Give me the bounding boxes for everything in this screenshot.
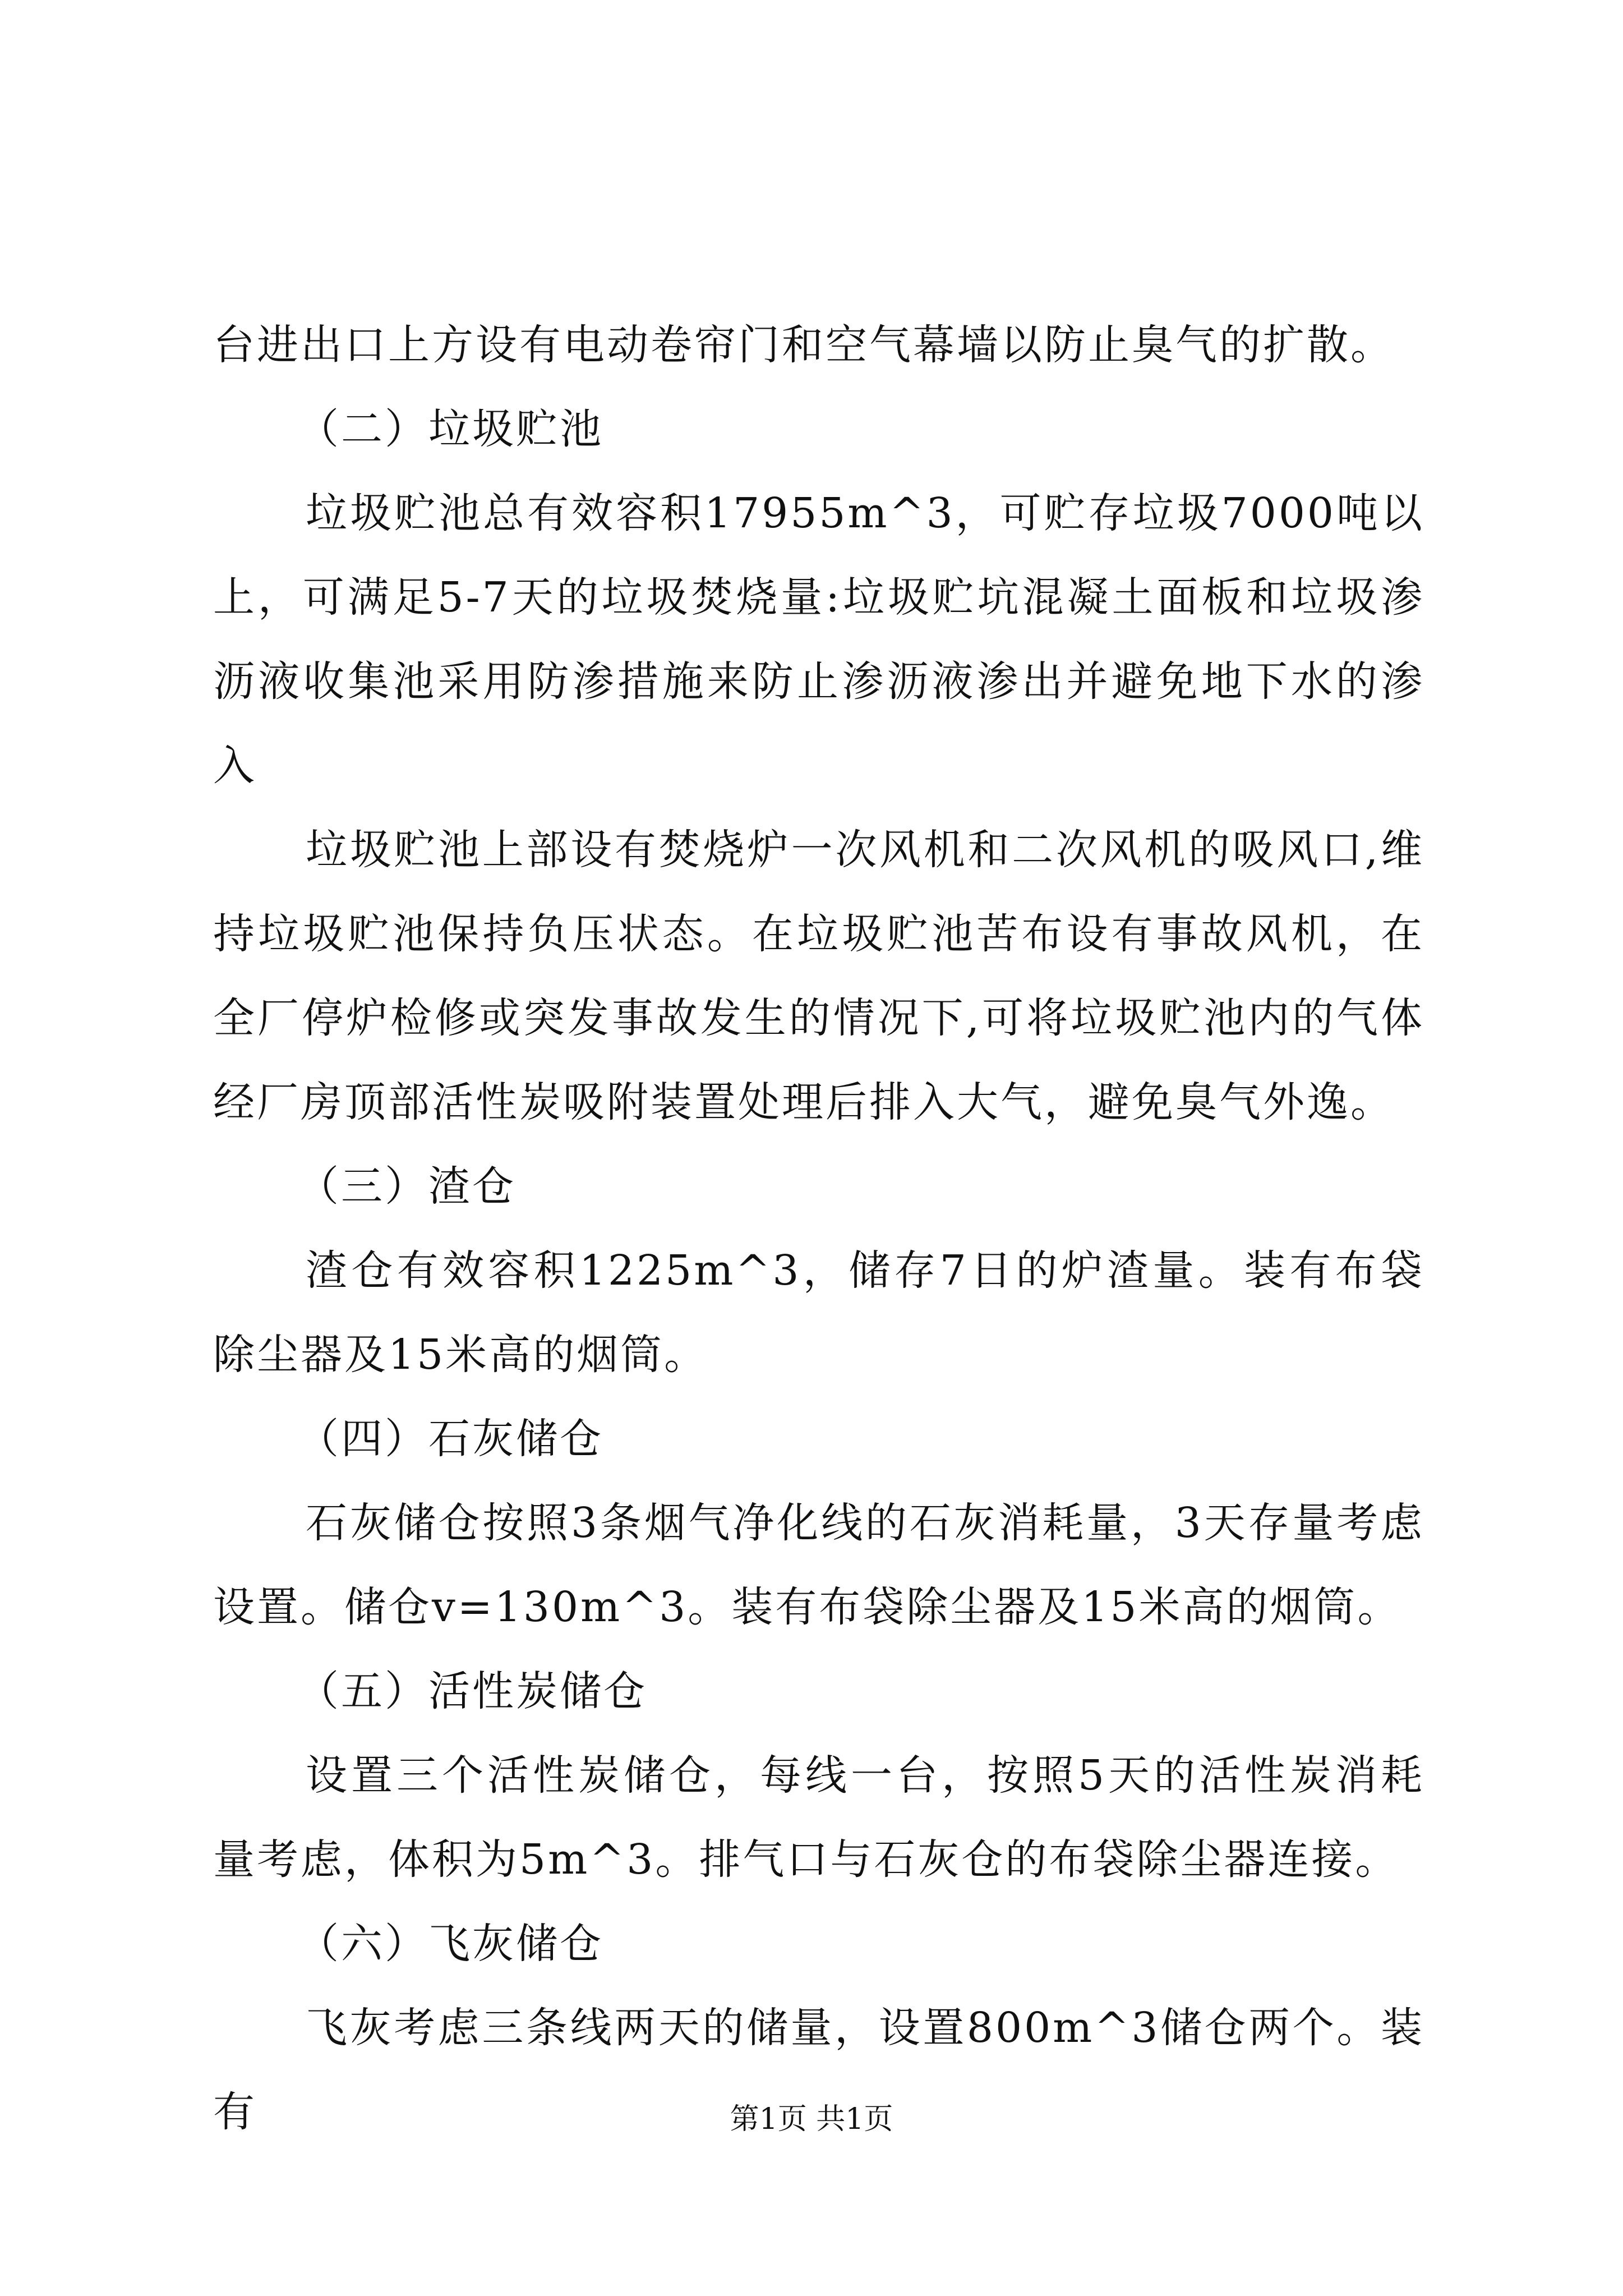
document-body — [213, 303, 1424, 2154]
paragraph-garbage-pit-capacity: 垃圾贮池总有效容积17955m^3，可贮存垃圾7000吨以上，可满足5-7天的垃圾焚烧量:垃圾贮坑混凝土面板和垃圾渗沥液收集池采用防渗措施来防止渗沥液渗出并避免地下水的渗入 — [213, 489, 1424, 790]
section-heading-4: （四）石灰储仓 — [297, 1415, 603, 1463]
paragraph-fly-ash-silo: 飞灰考虑三条线两天的储量，设置800m^3储仓两个。装有 — [213, 2004, 1424, 2136]
paragraph-lime-silo: 石灰储仓按照3条烟气净化线的石灰消耗量，3天存量考虑设置。储仓v=130m^3。装有布袋除尘器及15米高的烟筒。 — [213, 1499, 1424, 1631]
paragraph-continued: 台进出口上方设有电动卷帘门和空气幕墙以防止臭气的扩散。 — [213, 321, 1394, 369]
paragraph-activated-carbon-silo: 设置三个活性炭储仓，每线一台，按照5天的活性炭消耗量考虑，体积为5m^3。排气口与石灰仓的布袋除尘器连接。 — [213, 1751, 1424, 1884]
page-footer: 第1页 共1页 — [730, 2102, 893, 2136]
paragraph-garbage-pit-ventilation: 垃圾贮池上部设有焚烧炉一次风机和二次风机的吸风口,维持垃圾贮池保持负压状态。在垃圾贮池苦布设有事故风机，在全厂停炉检修或突发事故发生的情况下,可将垃圾贮池内的气体经厂房顶部活性炭吸附装置处理后排入大气，避免臭气外逸。 — [213, 826, 1424, 1126]
section-heading-2: （二）垃圾贮池 — [297, 405, 603, 453]
section-heading-5: （五）活性炭储仓 — [297, 1667, 647, 1715]
section-heading-3: （三）渣仓 — [297, 1162, 516, 1211]
paragraph-slag-bin: 渣仓有效容积1225m^3，储存7日的炉渣量。装有布袋除尘器及15米高的烟筒。 — [213, 1246, 1424, 1379]
section-heading-6: （六）飞灰储仓 — [297, 1920, 603, 1968]
